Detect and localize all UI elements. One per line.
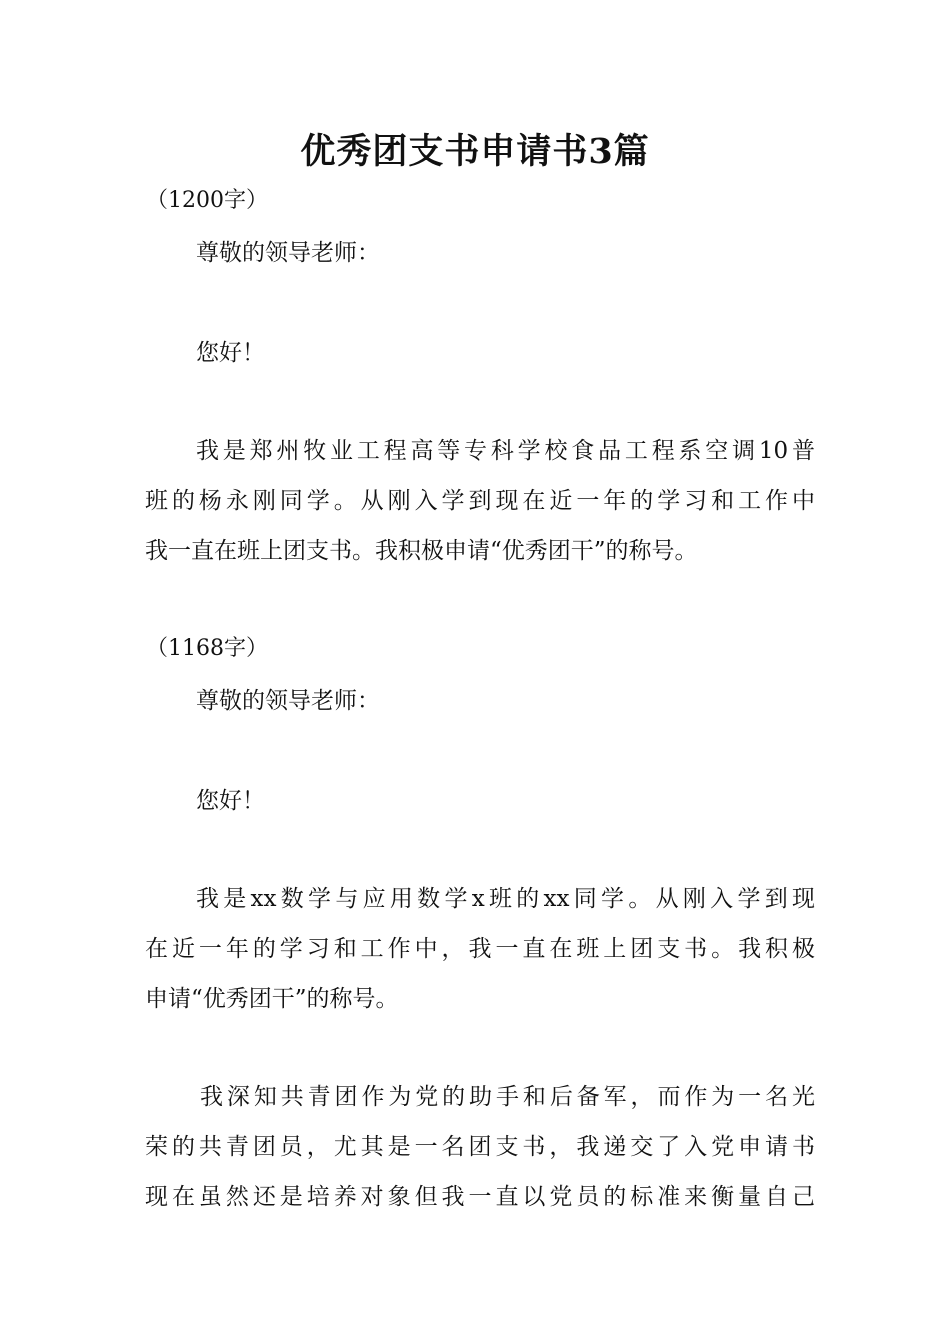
paragraph-line: 在近一年的学习和工作中，我一直在班上团支书。我积极 bbox=[145, 936, 815, 962]
word-count-note: （1200字） bbox=[146, 188, 268, 213]
paragraph-line: 申请“优秀团干”的称号。 bbox=[145, 986, 399, 1012]
word-count-note: （1168字） bbox=[146, 636, 268, 661]
salutation: 尊敬的领导老师： bbox=[196, 688, 380, 714]
salutation: 尊敬的领导老师： bbox=[196, 240, 380, 266]
paragraph-line: 我深知共青团作为党的助手和后备军，而作为一名光 bbox=[200, 1084, 815, 1110]
paragraph-line: 班的杨永刚同学。从刚入学到现在近一年的学习和工作中 bbox=[145, 488, 815, 514]
greeting: 您好！ bbox=[196, 788, 265, 814]
paragraph-line: 我一直在班上团支书。我积极申请“优秀团干”的称号。 bbox=[145, 538, 698, 564]
paragraph-line: 荣的共青团员，尤其是一名团支书，我递交了入党申请书 bbox=[145, 1134, 815, 1160]
paragraph-line: 我是xx数学与应用数学x班的xx同学。从刚入学到现 bbox=[196, 886, 815, 912]
paragraph-line: 我是郑州牧业工程高等专科学校食品工程系空调10普 bbox=[196, 438, 815, 464]
greeting: 您好！ bbox=[196, 340, 265, 366]
document-title: 优秀团支书申请书3篇 bbox=[300, 131, 650, 172]
paragraph-line: 现在虽然还是培养对象但我一直以党员的标准来衡量自己 bbox=[145, 1184, 815, 1210]
